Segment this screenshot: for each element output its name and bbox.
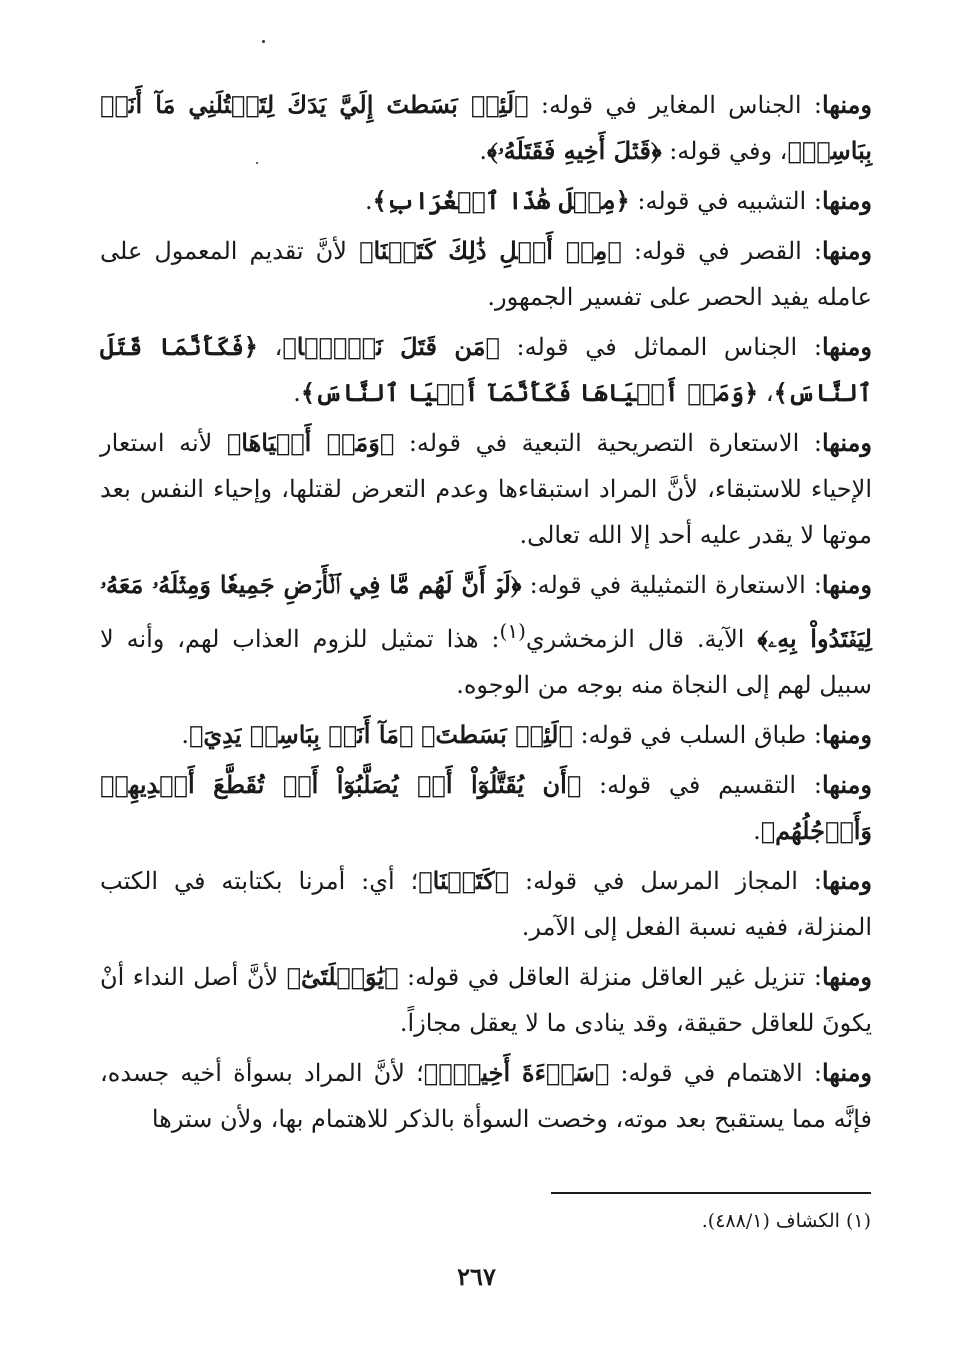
footnote-marker[interactable]: (١) — [499, 619, 526, 643]
lead-word: ومنها — [821, 186, 872, 215]
page-number: ٢٦٧ — [457, 1262, 496, 1291]
lead-word: ومنها — [821, 720, 872, 749]
paragraph-9 — [100, 858, 872, 950]
quran-quote: ﴿مِنۡ أَجۡلِ ذَٰلِكَ كَتَبۡنَا﴾ — [359, 236, 622, 265]
paragraph-text: : الاستعارة التمثيلية في قوله: — [521, 571, 822, 599]
paragraph-text: ، وفي قوله: — [661, 137, 788, 165]
lead-word: ومنها — [821, 1058, 873, 1087]
quran-quote: ﴿سَوۡءَةَ أَخِيهِۚ﴾ — [423, 1058, 610, 1087]
paragraph-text: : القصر في قوله: — [621, 237, 822, 265]
quran-quote: ﴿وَمَنۡ أَحۡيَاهَا فَكَأَنَّمَآ أَحۡيَا ٱلنَّاسَ﴾ — [300, 378, 759, 407]
paragraph-text: . — [181, 721, 189, 749]
quran-quote: ﴿أَن يُقَتَّلُوٓاْ أَوۡ يُصَلَّبُوٓاْ أَوۡ تُقَطَّعَ أَيۡدِيهِمۡ وَأَرۡجُلُهُم﴾ — [100, 770, 872, 845]
paragraph-text: . — [753, 817, 761, 845]
paragraph-text: الآية. قال الزمخشري — [525, 625, 758, 653]
main-text — [100, 82, 872, 1146]
lead-word: ومنها — [821, 236, 873, 265]
quran-quote: ﴿مَآ أَنَا۠ بِبَاسِطٖ يَدِيَ﴾ — [188, 720, 414, 749]
paragraph-text: لأنه استعار الإحياء للاستبقاء، لأنَّ المراد استبقاءها وعدم التعرض لقتلها، وإحياء النفس بعد موتها لا يقدر عليه أحد إلا الله تعالى. — [100, 429, 872, 549]
paragraph-text: : هذا تمثيل للزوم العذاب لهم، وأنه لا سبيل لهم إلى النجاة منه بوجه من الوجوه. — [100, 625, 872, 699]
paragraph-text — [413, 721, 421, 749]
quran-quote: ﴿يَٰوَيۡلَتَىٰٓ﴾ — [286, 962, 399, 991]
paragraph-text: . — [293, 379, 301, 407]
paragraph-text: لأنَّ أصل النداء أنْ يكونَ للعاقل حقيقة، وقد ينادى ما لا يعقل مجازاً. — [100, 963, 872, 1037]
paragraph-text: . — [364, 187, 373, 215]
lead-word: ومنها — [821, 962, 873, 991]
paragraph-text: : الجناس المغاير في قوله: — [528, 91, 822, 119]
lead-word: ومنها — [821, 332, 872, 361]
paragraph-1 — [100, 82, 872, 174]
paragraph-text: : الاهتمام في قوله: — [609, 1059, 822, 1087]
footnote-divider — [551, 1192, 871, 1194]
paragraph-5 — [100, 420, 872, 558]
speck — [262, 40, 265, 43]
quran-quote: ﴿كَتَبۡنَا﴾ — [418, 866, 510, 895]
lead-word: ومنها — [821, 90, 872, 119]
lead-word: ومنها — [821, 866, 872, 895]
paragraph-7 — [100, 712, 872, 758]
paragraph-text: . — [479, 137, 487, 165]
paragraph-text: : التقسيم في قوله: — [581, 771, 822, 799]
lead-word: ومنها — [821, 770, 872, 799]
quran-quote: ﴿لَئِنۢ بَسَطتَ﴾ — [421, 720, 573, 749]
paragraph-8 — [100, 762, 872, 854]
quran-quote: ﴿لَوۡ أَنَّ لَهُم مَّا فِي ٱلۡأَرۡضِ جَمِيعٗا وَمِثۡلَهُۥ مَعَهُۥ لِيَفۡتَدُواْ بِهِۦ﴾ — [100, 570, 872, 653]
quran-quote: ﴿مَن قَتَلَ نَفۡسَۢا﴾ — [282, 332, 500, 361]
paragraph-text: : الجناس المماثل في قوله: — [499, 333, 822, 361]
quran-quote: ﴿مِثۡلَ هَٰذَا ٱلۡغُرَابِ﴾ — [372, 186, 630, 215]
quran-quote: ﴿قَتۡلَ أَخِيهِ فَقَتَلَهُۥ﴾ — [487, 136, 662, 165]
paragraph-text: : طباق السلب في قوله: — [572, 721, 822, 749]
paragraph-text: : تنزيل غير العاقل منزلة العاقل في قوله: — [398, 963, 822, 991]
paragraph-4 — [100, 324, 872, 416]
paragraph-text: : المجاز المرسل في قوله: — [509, 867, 822, 895]
paragraph-2 — [100, 178, 872, 224]
quran-quote: ﴿لَئِنۢ بَسَطتَ إِلَيَّ يَدَكَ لِتَقۡتُلَنِي مَآ أَنَا۠ بِبَاسِطٖ﴾ — [100, 90, 872, 165]
paragraph-10 — [100, 954, 872, 1046]
speck — [256, 162, 258, 164]
lead-word: ومنها — [821, 570, 872, 599]
paragraph-3 — [100, 228, 872, 320]
quran-quote: ﴿وَمَنۡ أَحۡيَاهَا﴾ — [226, 428, 395, 457]
paragraph-text: ؛ أي: أمرنا بكتابته في الكتب المنزلة، ففيه نسبة الفعل إلى الآمر. — [100, 867, 872, 941]
paragraph-6 — [100, 562, 872, 708]
footnote: (١) الكشاف (٤٨٨/١). — [701, 1210, 871, 1232]
lead-word: ومنها — [821, 428, 872, 457]
paragraph-text: : التشبيه في قوله: — [629, 187, 822, 215]
paragraph-text: ، — [257, 333, 283, 361]
paragraph-text: ، — [758, 379, 774, 407]
paragraph-11 — [100, 1050, 872, 1142]
paragraph-text: لأنَّ تقديم المعمول على عامله يفيد الحصر على تفسير الجمهور. — [100, 237, 872, 311]
paragraph-text: : الاستعارة التصريحية التبعية في قوله: — [394, 429, 822, 457]
quran-quote: ﴿فَكَأَنَّمَا قَتَلَ ٱلنَّاسَ﴾ — [100, 332, 872, 407]
paragraph-text: ؛ لأنَّ المراد بسوأة أخيه جسده، فإنَّه مما يستقبح بعد موته، وخصت السوأة بالذكر للاهتمام بها، ولأن سترها — [100, 1059, 872, 1133]
